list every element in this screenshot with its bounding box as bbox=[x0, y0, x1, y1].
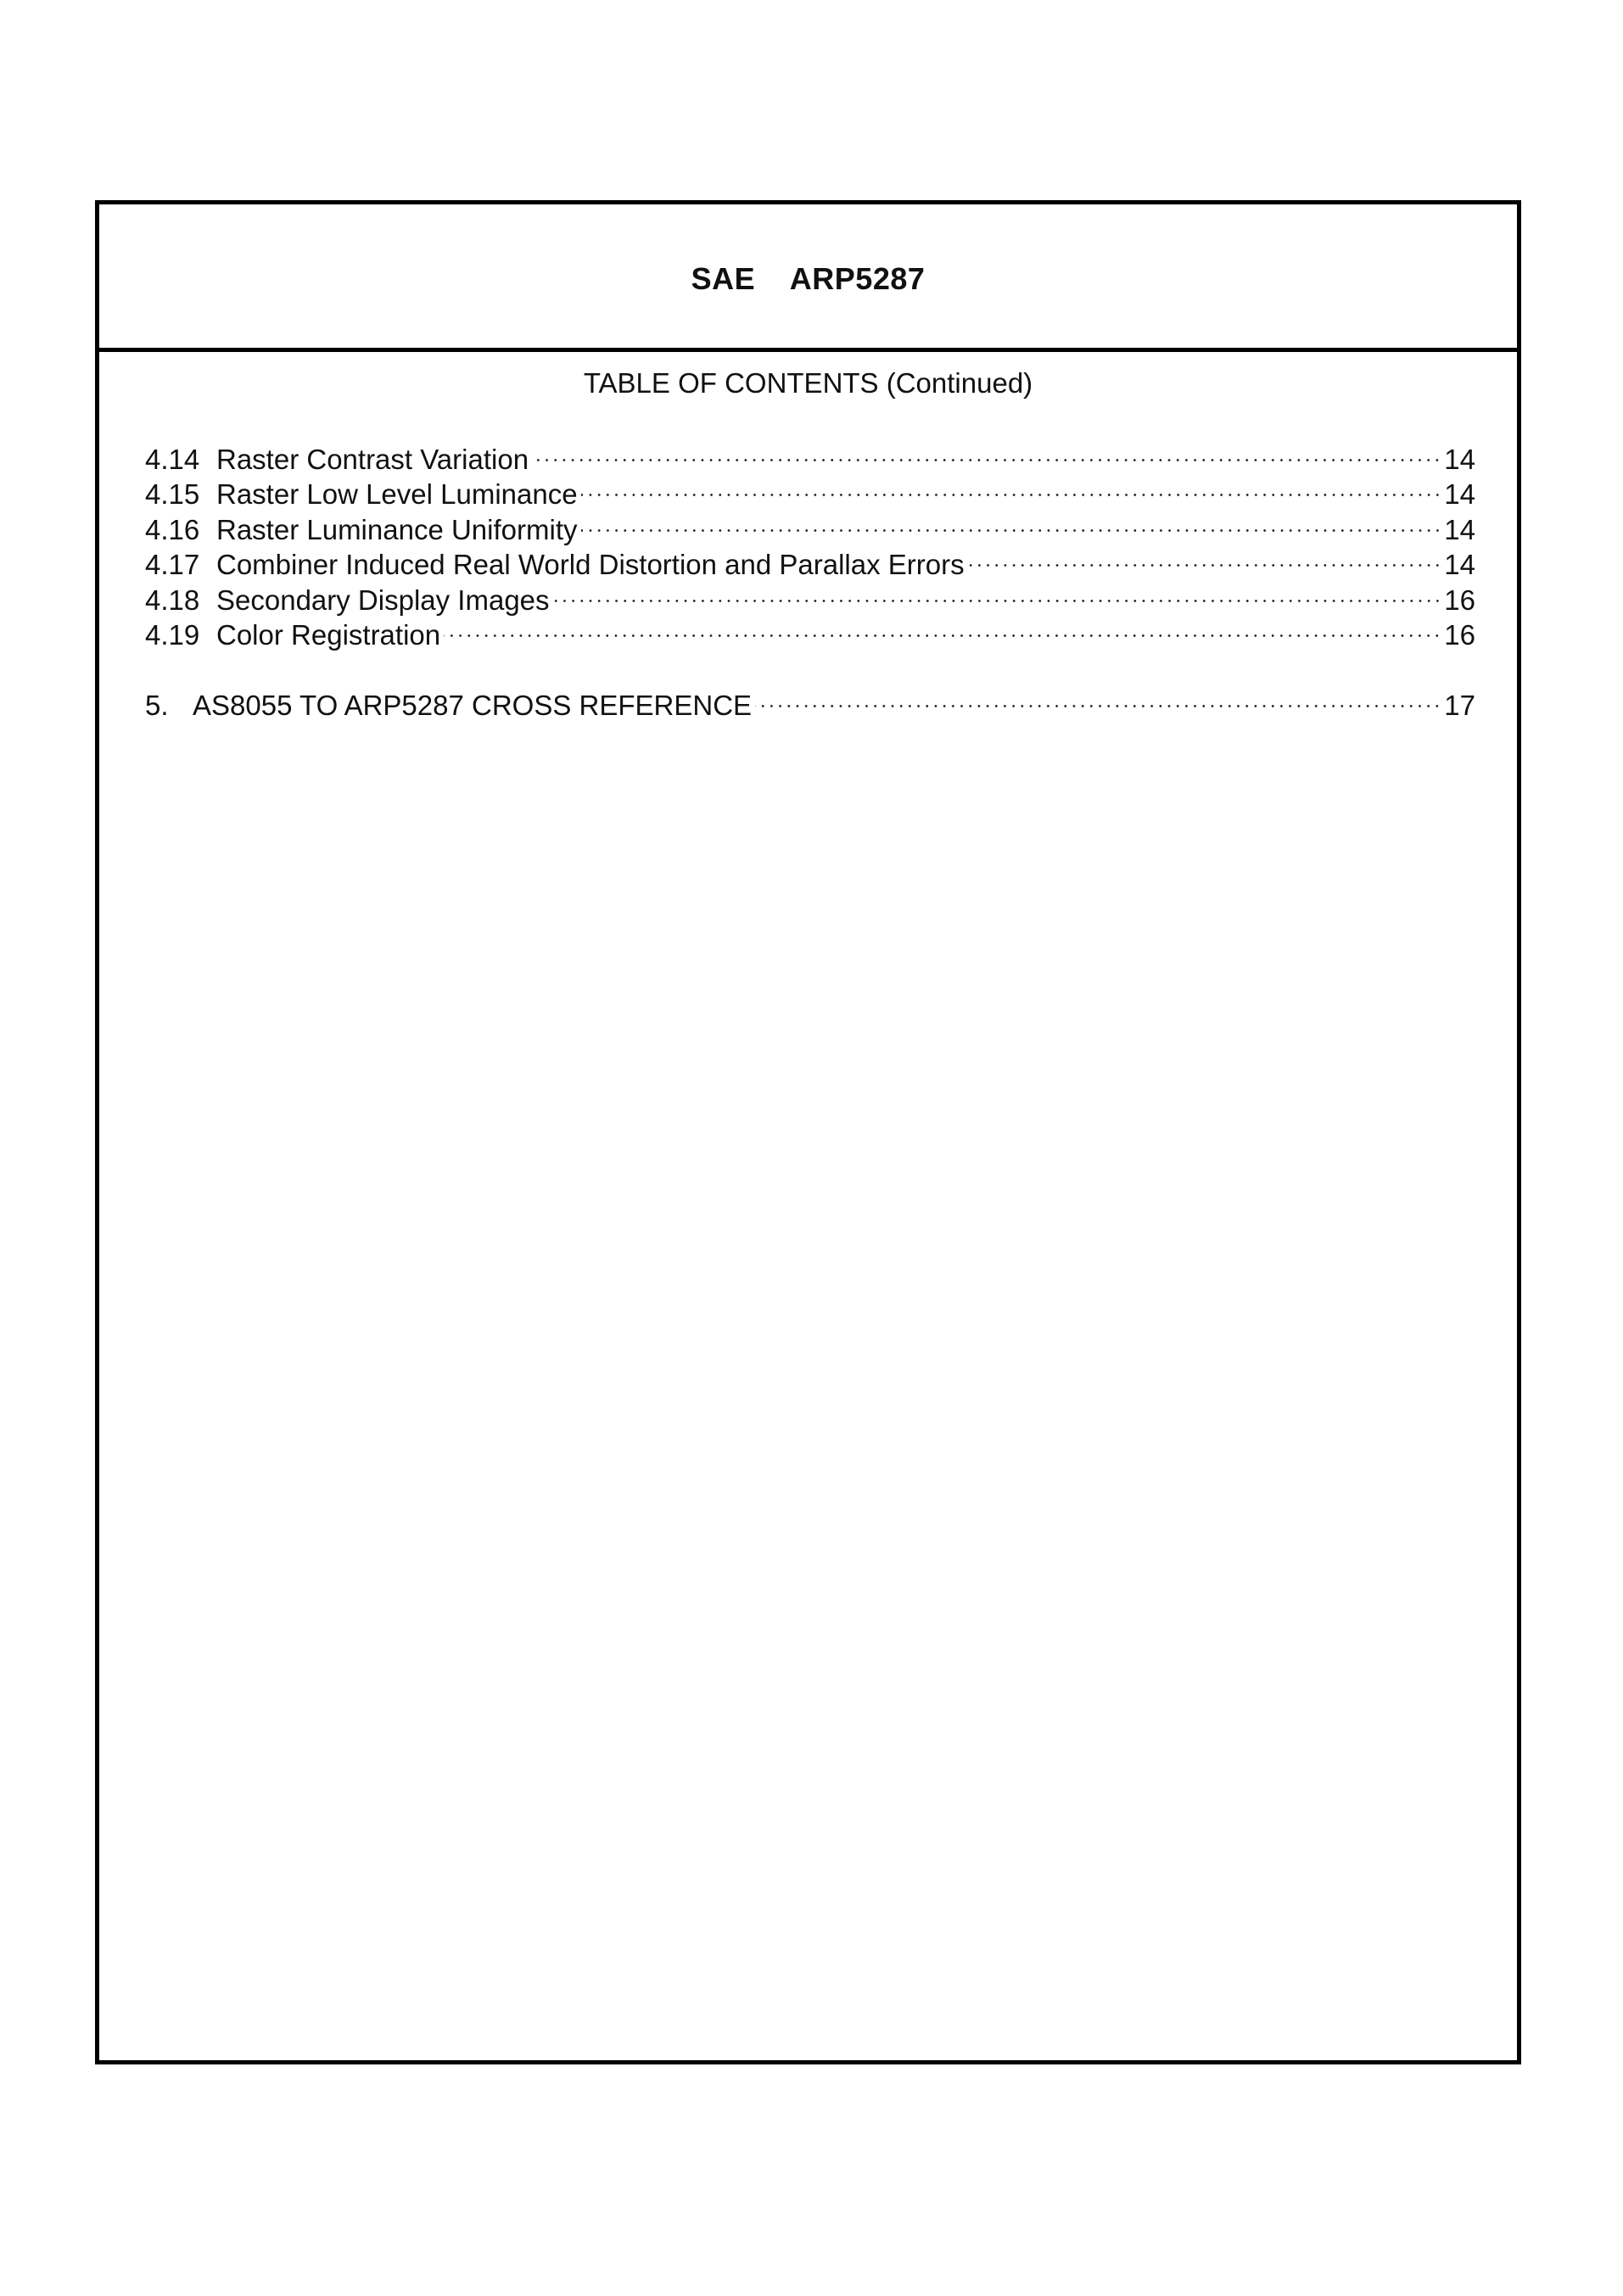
toc-chapter-title: AS8055 TO ARP5287 CROSS REFERENCE bbox=[193, 689, 753, 721]
toc-entry-title: Combiner Induced Real World Distortion and Parallax Errors bbox=[216, 549, 965, 580]
toc-entry-title: Raster Luminance Uniformity bbox=[216, 513, 578, 545]
toc-entry-number: 4.18 bbox=[145, 584, 200, 616]
dot-leader bbox=[553, 574, 1441, 610]
toc-chapter-page: 17 bbox=[1444, 689, 1475, 721]
toc-entry-page: 14 bbox=[1444, 513, 1475, 545]
toc-entry[interactable] bbox=[145, 433, 1475, 475]
dot-leader bbox=[581, 504, 1442, 539]
toc-entry-page: 14 bbox=[1444, 443, 1475, 475]
toc-entry-page: 16 bbox=[1444, 619, 1475, 651]
toc-entry-page: 16 bbox=[1444, 584, 1475, 616]
toc-chapter-number: 5. bbox=[145, 689, 169, 721]
document-title: SAE ARP5287 bbox=[691, 260, 926, 296]
toc-entry-title: Color Registration bbox=[216, 619, 441, 651]
toc-entry-number: 4.14 bbox=[145, 443, 200, 475]
toc-entry-page: 14 bbox=[1444, 549, 1475, 580]
dot-leader bbox=[532, 433, 1441, 469]
document-header bbox=[99, 204, 1517, 352]
toc-entry-number: 4.19 bbox=[145, 619, 200, 651]
dot-leader bbox=[968, 539, 1441, 575]
toc-entry-number: 4.15 bbox=[145, 478, 200, 510]
toc-entry-title: Raster Low Level Luminance bbox=[216, 478, 578, 510]
toc-entry-title: Secondary Display Images bbox=[216, 584, 550, 616]
toc-entry-number: 4.17 bbox=[145, 549, 200, 580]
toc-entry-title: Raster Contrast Variation bbox=[216, 443, 529, 475]
toc-entry-number: 4.16 bbox=[145, 513, 200, 545]
toc-entry-page: 14 bbox=[1444, 478, 1475, 510]
page-frame bbox=[95, 200, 1521, 2064]
toc-chapter-entry[interactable] bbox=[145, 679, 1475, 721]
table-of-contents bbox=[145, 433, 1475, 721]
dot-leader bbox=[581, 469, 1441, 505]
toc-heading: TABLE OF CONTENTS (Continued) bbox=[583, 367, 1033, 399]
dot-leader bbox=[755, 679, 1441, 715]
dot-leader bbox=[444, 610, 1441, 645]
